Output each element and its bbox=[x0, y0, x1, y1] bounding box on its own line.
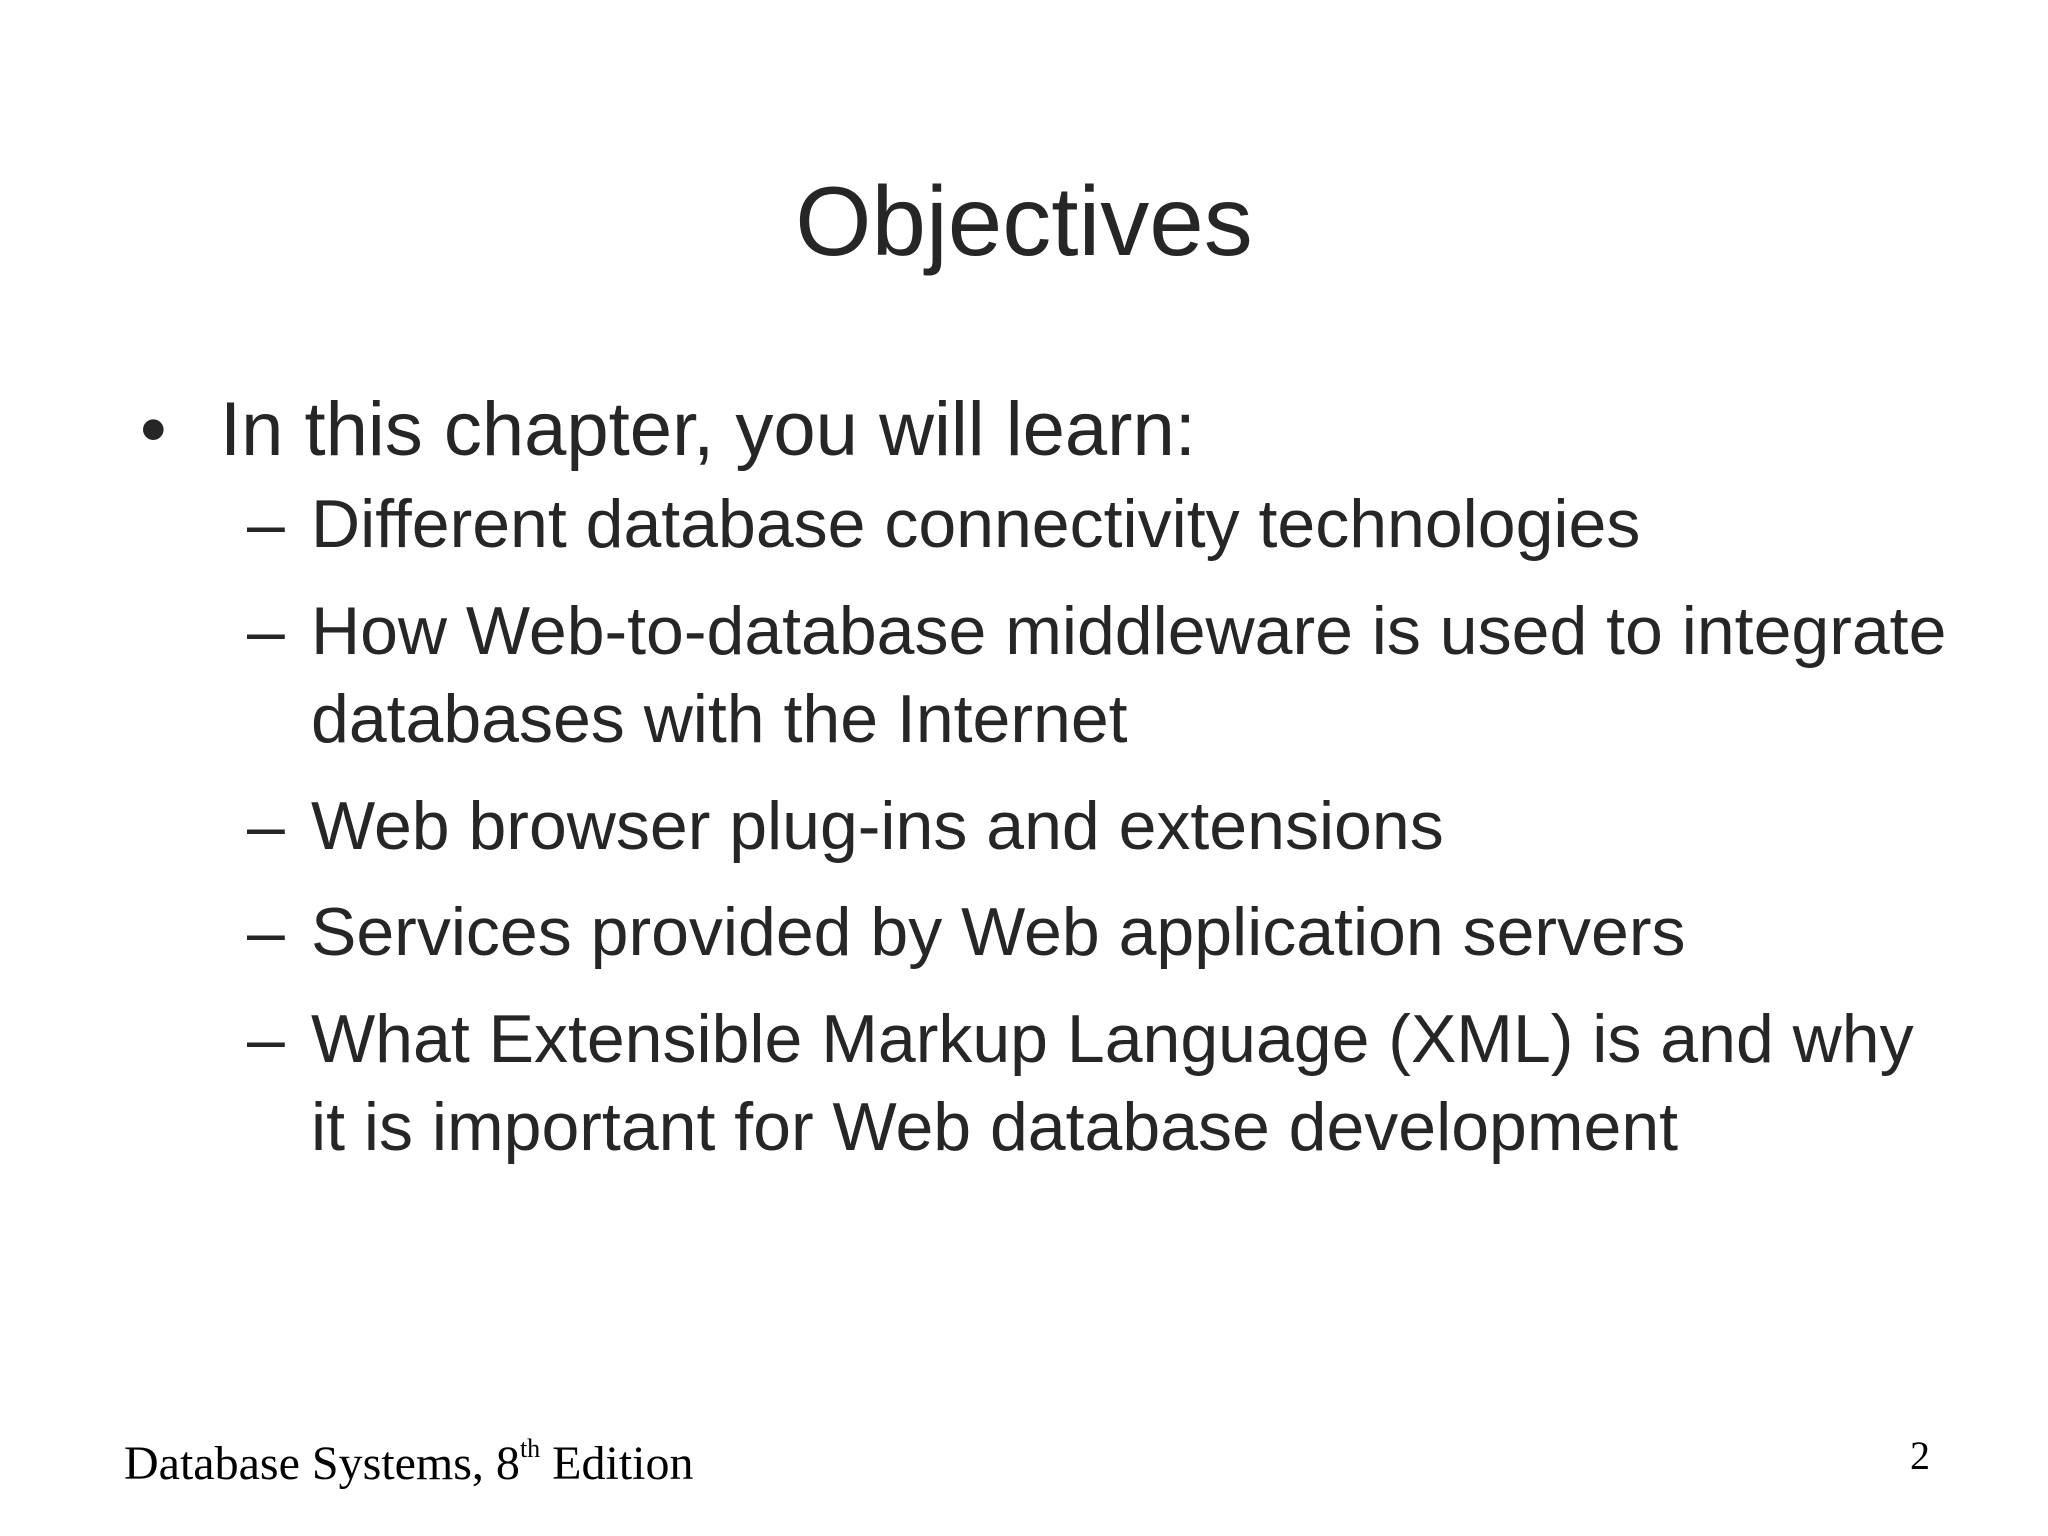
sub-bullet-item bbox=[247, 481, 1951, 569]
dash-mark: – bbox=[247, 593, 285, 670]
bullet-text: In this chapter, you will learn: bbox=[220, 387, 1196, 472]
sub-bullet-list bbox=[140, 481, 1947, 1171]
footer-book-title bbox=[124, 1436, 694, 1491]
sub-bullet-item bbox=[247, 588, 1951, 763]
sub-bullet-item bbox=[247, 783, 1951, 871]
slide-title: Objectives bbox=[795, 166, 1253, 276]
sub-bullet-text: Different database connectivity technologies bbox=[311, 486, 1641, 563]
page-number: 2 bbox=[1910, 1433, 1930, 1478]
footer-book-title-end: Edition bbox=[540, 1437, 694, 1490]
sub-bullet-text: Web browser plug-ins and extensions bbox=[311, 787, 1444, 864]
sub-bullet-text: How Web-to-database middleware is used to integrate databases with the Internet bbox=[311, 593, 1947, 757]
dash-mark: – bbox=[247, 486, 285, 563]
bullet-mark: • bbox=[140, 387, 167, 472]
sub-bullet-item bbox=[247, 889, 1951, 977]
sub-bullet-text: Services provided by Web application servers bbox=[311, 894, 1686, 971]
sub-bullet-text: What Extensible Markup Language (XML) is and why it is important for Web database development bbox=[311, 1000, 1914, 1165]
footer-edition-superscript: th bbox=[519, 1434, 541, 1463]
dash-mark: – bbox=[247, 787, 285, 864]
dash-mark: – bbox=[247, 894, 285, 971]
dash-mark: – bbox=[247, 1000, 285, 1077]
bullet-item bbox=[140, 386, 1940, 473]
footer-book-title-main: Database Systems, 8 bbox=[124, 1437, 520, 1490]
sub-bullet-item bbox=[247, 996, 1951, 1171]
slide-content bbox=[140, 386, 1947, 1190]
